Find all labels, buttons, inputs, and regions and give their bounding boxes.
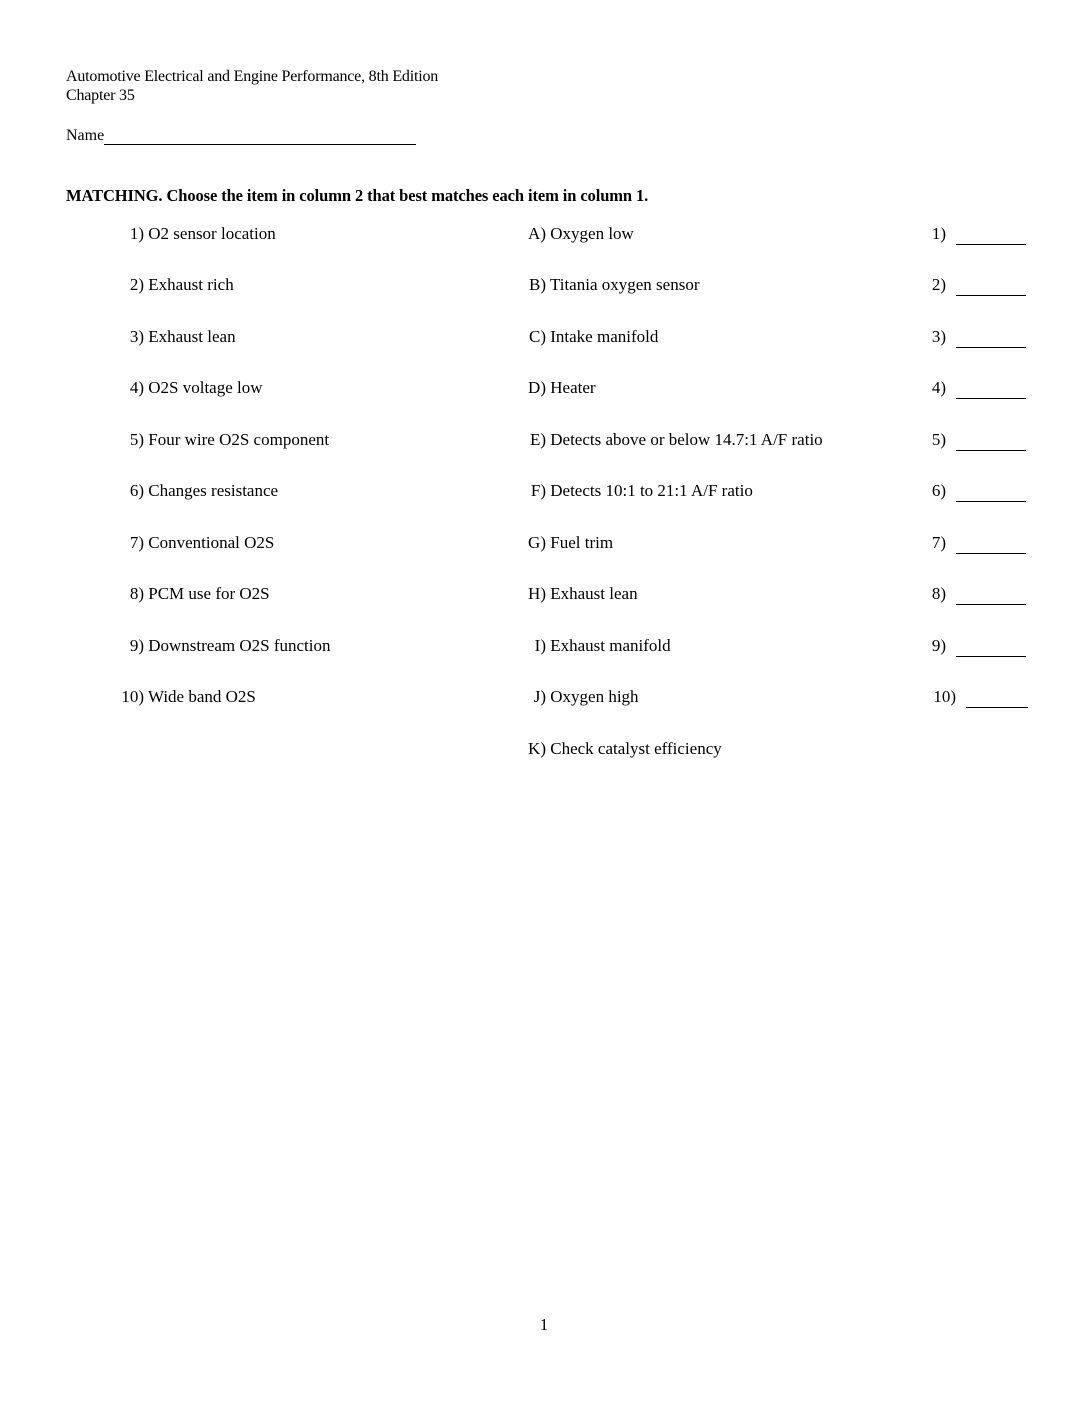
option-letter: D) — [528, 378, 546, 397]
option-letter: E) — [529, 430, 546, 449]
name-row — [66, 126, 416, 145]
answer-slot — [900, 326, 1040, 348]
answer-label: 10) — [933, 687, 956, 706]
column2-item — [500, 532, 900, 554]
item-number: 2) — [129, 275, 144, 294]
option-letter: F) — [530, 481, 546, 500]
answer-slot — [900, 635, 1040, 657]
answer-blank[interactable] — [956, 431, 1026, 451]
column1-item — [100, 429, 520, 451]
matching-row — [0, 223, 1088, 247]
column2-item — [500, 480, 900, 502]
answer-blank[interactable] — [956, 637, 1026, 657]
option-letter: B) — [529, 275, 546, 294]
page-number: 1 — [539, 1315, 549, 1334]
answer-blank[interactable] — [956, 534, 1026, 554]
item-text: Conventional O2S — [148, 533, 275, 552]
matching-row — [0, 583, 1088, 607]
column2-item — [500, 738, 900, 760]
item-number: 10) — [121, 687, 144, 706]
matching-row — [0, 635, 1088, 659]
option-letter: J) — [533, 687, 546, 706]
column1-item — [100, 326, 520, 348]
option-text: Oxygen low — [550, 224, 634, 243]
answer-slot — [900, 223, 1040, 245]
item-number: 1) — [129, 224, 144, 243]
column2-item — [500, 326, 900, 348]
document-header — [66, 67, 438, 105]
column1-item — [100, 583, 520, 605]
option-letter: C) — [529, 327, 546, 346]
item-number: 7) — [129, 533, 144, 552]
item-number: 8) — [129, 584, 144, 603]
item-text: Four wire O2S component — [148, 430, 330, 449]
column2-item — [500, 635, 900, 657]
answer-slot — [900, 480, 1040, 502]
option-text: Heater — [550, 378, 596, 397]
answer-label: 8) — [931, 584, 946, 603]
answer-label: 2) — [931, 275, 946, 294]
matching-row — [0, 738, 1088, 762]
option-text: Check catalyst efficiency — [550, 739, 722, 758]
item-number: 4) — [129, 378, 144, 397]
option-text: Exhaust manifold — [550, 636, 671, 655]
option-letter: A) — [528, 224, 546, 243]
column1-item — [100, 377, 520, 399]
answer-blank[interactable] — [956, 482, 1026, 502]
answer-blank[interactable] — [956, 276, 1026, 296]
matching-row — [0, 429, 1088, 453]
matching-row — [0, 686, 1088, 710]
answer-blank[interactable] — [956, 585, 1026, 605]
matching-row — [0, 532, 1088, 556]
item-number: 6) — [129, 481, 144, 500]
option-letter: G) — [528, 533, 546, 552]
answer-label: 3) — [931, 327, 946, 346]
item-number: 3) — [129, 327, 144, 346]
option-letter: K) — [528, 739, 546, 758]
matching-instructions: MATCHING. Choose the item in column 2 that best matches each item in column 1. — [66, 186, 649, 205]
column1-item — [100, 686, 520, 708]
option-letter: I) — [534, 636, 546, 655]
item-text: Downstream O2S function — [148, 636, 331, 655]
column1-item — [100, 274, 520, 296]
option-text: Intake manifold — [550, 327, 659, 346]
option-letter: H) — [528, 584, 546, 603]
matching-row — [0, 377, 1088, 401]
answer-label: 4) — [931, 378, 946, 397]
item-number: 9) — [129, 636, 144, 655]
answer-slot — [900, 377, 1040, 399]
item-text: Exhaust rich — [148, 275, 234, 294]
answer-slot — [900, 686, 1040, 708]
column1-item — [100, 223, 520, 245]
item-text: Exhaust lean — [148, 327, 236, 346]
answer-blank[interactable] — [956, 328, 1026, 348]
item-text: PCM use for O2S — [148, 584, 270, 603]
chapter-label: Chapter 35 — [66, 87, 135, 104]
item-text: O2 sensor location — [148, 224, 276, 243]
name-field[interactable] — [104, 126, 416, 145]
answer-label: 1) — [931, 224, 946, 243]
column1-item — [100, 532, 520, 554]
answer-slot — [900, 583, 1040, 605]
column1-item — [100, 480, 520, 502]
answer-label: 5) — [931, 430, 946, 449]
item-text: O2S voltage low — [148, 378, 263, 397]
column2-item — [500, 377, 900, 399]
answer-slot — [900, 532, 1040, 554]
answer-blank[interactable] — [956, 379, 1026, 399]
matching-row — [0, 326, 1088, 350]
option-text: Detects 10:1 to 21:1 A/F ratio — [550, 481, 753, 500]
book-title: Automotive Electrical and Engine Performance, 8th Edition — [66, 68, 439, 85]
answer-slot — [900, 274, 1040, 296]
option-text: Detects above or below 14.7:1 A/F ratio — [550, 430, 823, 449]
item-number: 5) — [129, 430, 144, 449]
answer-slot — [900, 429, 1040, 451]
answer-blank[interactable] — [956, 225, 1026, 245]
answer-blank[interactable] — [966, 688, 1028, 708]
matching-row — [0, 274, 1088, 298]
option-text: Fuel trim — [550, 533, 614, 552]
column2-item — [500, 223, 900, 245]
column2-item — [500, 686, 900, 708]
option-text: Titania oxygen sensor — [549, 275, 700, 294]
matching-row — [0, 480, 1088, 504]
column2-item — [500, 429, 900, 451]
column1-item — [100, 635, 520, 657]
column2-item — [500, 274, 900, 296]
item-text: Wide band O2S — [147, 687, 256, 706]
column2-item — [500, 583, 900, 605]
answer-label: 7) — [931, 533, 946, 552]
option-text: Oxygen high — [550, 687, 639, 706]
answer-label: 9) — [931, 636, 946, 655]
answer-label: 6) — [931, 481, 946, 500]
option-text: Exhaust lean — [550, 584, 638, 603]
item-text: Changes resistance — [148, 481, 279, 500]
name-label: Name — [66, 127, 105, 144]
